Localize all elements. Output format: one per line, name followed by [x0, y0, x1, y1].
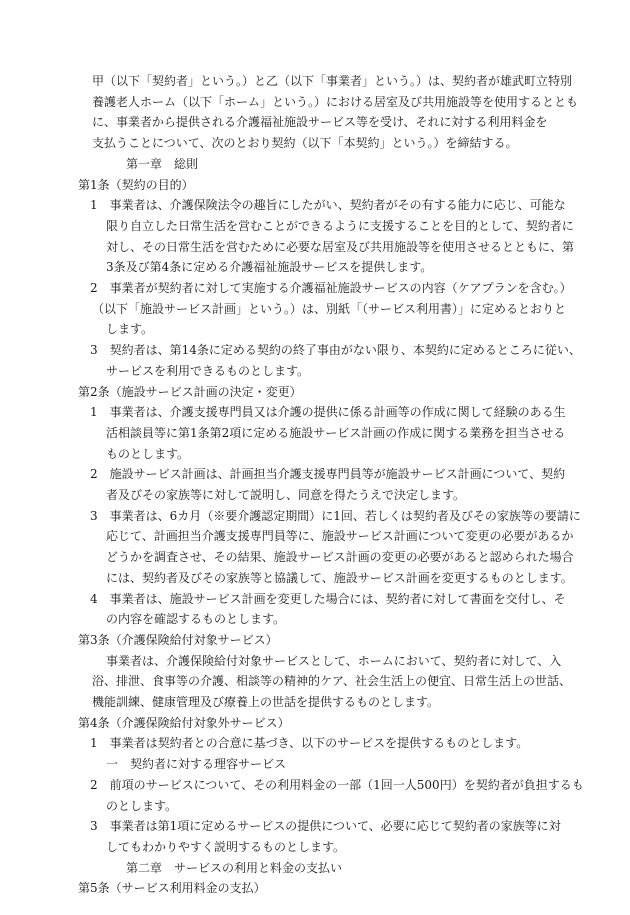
paragraph-line: の内容を確認するものとします。: [106, 612, 286, 627]
paragraph-line: 機能訓練、健康管理及び療養上の世話を提供するものとします。: [92, 695, 440, 709]
paragraph-line: 3条及び第4条に定める介護福祉施設サービスを提供します。: [106, 260, 433, 275]
paragraph-line: 1 事業者は、介護支援専門員又は介護の提供に係る計画等の作成に関して経験のある生: [90, 405, 566, 420]
paragraph-line: には、契約者及びその家族等と協議して、施設サービス計画を変更するものとします。: [106, 570, 573, 585]
preamble-line: 支払うことについて、次のとおり契約（以下「本契約」という。）を締結する。: [92, 136, 518, 151]
article-heading: 第5条（サービス利用料金の支払）: [78, 881, 266, 896]
chapter-heading: 第二章 サービスの利用と料金の支払い: [126, 860, 343, 875]
paragraph-line: 応じて、計画担当介護支援専門員等に、施設サービス計画について変更の必要があるか: [106, 529, 574, 544]
paragraph-line: 限り自立した日常生活を営むことができるように支援することを目的として、契約者に: [106, 218, 574, 233]
paragraph-line: 者及びその家族等に対して説明し、同意を得たうえで決定します。: [106, 488, 466, 502]
paragraph-line: 事業者は、介護保険給付対象サービスとして、ホームにおいて、契約者に対して、入: [106, 653, 562, 668]
paragraph-line: （以下「施設サービス計画」という。）は、別紙「（サービス利用書）」に定めるとおりと: [92, 301, 567, 316]
article-heading: 第2条（施設サービス計画の決定・変更）: [78, 384, 302, 399]
paragraph-line: 1 事業者は契約者との合意に基づき、以下のサービスを提供するものとします。: [90, 736, 529, 751]
article-heading: 第3条（介護保険給付対象サービス）: [78, 632, 278, 647]
paragraph-line: します。: [106, 322, 154, 337]
preamble-line: 養護老人ホーム（以下「ホーム」という。）における居室及び共用施設等を使用するととも: [92, 94, 579, 109]
paragraph-line: 浴、排泄、食事等の介護、相談等の精神的ケア、社会生活上の便宜、日常生活上の世話、: [92, 674, 572, 689]
paragraph-line: サービスを利用できるものとします。: [106, 363, 310, 378]
list-item: 一 契約者に対する理容サービス: [106, 757, 287, 772]
article-heading: 第4条（介護保険給付対象外サービス）: [78, 715, 290, 730]
paragraph-line: 対し、その日常生活を営むために必要な居室及び共用施設等を使用させるとともに、第: [106, 239, 575, 254]
paragraph-line: 1 事業者は、介護保険法令の趣旨にしたがい、契約者がその有する能力に応じ、可能な: [90, 198, 566, 213]
paragraph-line: 2 前項のサービスについて、その利用料金の一部（1回一人500円）を契約者が負担するも: [90, 777, 584, 792]
article-heading: 第1条（契約の目的）: [78, 177, 194, 192]
paragraph-line: 3 事業者は第1項に定めるサービスの提供について、必要に応じて契約者の家族等に対: [90, 819, 561, 834]
paragraph-line: 活相談員等に第1条第2項に定める施設サービス計画の作成に関する業務を担当させる: [106, 425, 566, 440]
preamble-line: に、事業者から提供される介護福祉施設サービス等を受け、それに対する利用料金を: [92, 115, 548, 130]
paragraph-line: のとします。: [106, 798, 178, 813]
paragraph-line: 2 施設サービス計画は、計画担当介護支援専門員等が施設サービス計画について、契約: [90, 467, 566, 482]
preamble-line: 甲（以下「契約者」という。）と乙（以下「事業者」という。）は、契約者が雄武町立特別: [92, 74, 573, 88]
paragraph-line: ものとします。: [106, 446, 190, 461]
paragraph-line: 4 事業者は、施設サービス計画を変更した場合には、契約者に対して書面を交付し、そ: [90, 591, 566, 606]
paragraph-line: 2 事業者が契約者に対して実施する介護福祉施設サービスの内容（ケアプランを含む。）: [90, 281, 572, 295]
paragraph-line: どうかを調査させ、その結果、施設サービス計画の変更の必要があると認められた場合: [106, 550, 574, 565]
chapter-heading: 第一章 総則: [126, 156, 199, 171]
paragraph-line: してもわかりやすく説明するものとします。: [106, 839, 346, 854]
paragraph-line: 3 事業者は、6カ月（※要介護認定期間）に1回、若しくは契約者及びその家族等の要請に: [90, 508, 581, 523]
paragraph-line: 3 契約者は、第14条に定める契約の終了事由がない限り、本契約に定めるところに従い、: [90, 343, 581, 358]
